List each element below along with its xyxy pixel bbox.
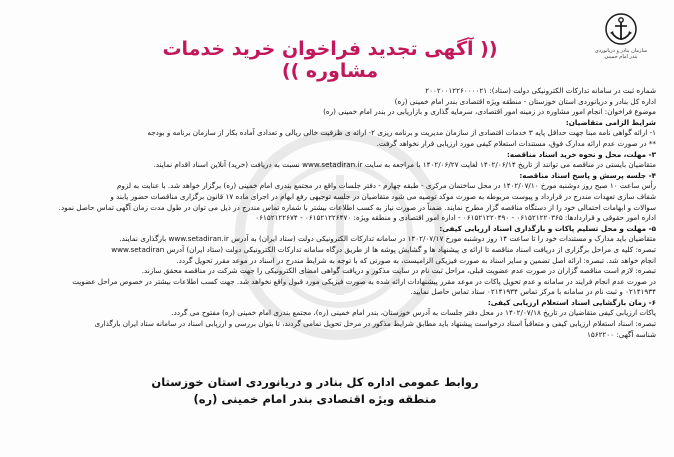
anchor-icon xyxy=(604,12,638,48)
body-line: تبصره: کلیه ی مراحل برگزاری از دریافت اسناد مناقصه تا ارائه ی پیشنهاد ها و گشایش پوشه ها از طریق درگاه سامانه تدارکات الکترونیکی دولت (ستاد ایران) آدرس www.setadiran xyxy=(111,244,656,254)
footer-line2: منطقه ویژه اقتصادی بندر امام خمینی (ره) xyxy=(193,392,437,406)
logo-caption-line1: سازمان بنادر و دریانوردی xyxy=(594,48,648,54)
logo-caption-line2: بندر امام خمینی xyxy=(604,54,638,60)
body-line: ۴- جلسه پرسش و پاسخ اسناد مناقصه: xyxy=(519,170,656,180)
body-line: تبصره: لازم است مناقصه گزاران در صورت عدم عضویت قبلی، مراحل ثبت نام در سایت مذکور و دریافت گواهی امضای الکترونیکی را جهت شرکت در مناقصه محقق سازند. xyxy=(141,266,656,276)
footer-line1: روابط عمومی اداره کل بنادر و دریانوردی استان خوزستان xyxy=(151,375,479,389)
body-line: پاکات ارزیابی کیفی متقاضیان در تاریخ ۱۴۰۲/۰۷/۱۸ در محل دفتر جلسات به آدرس خوزستان، بندر امام خمینی (ره)، مجتمع بندری امام خمینی (ره) مفتوح می گردد. xyxy=(171,308,656,318)
organization-logo xyxy=(582,12,660,74)
announcement-title: (( آگهی تجدید فراخوان خرید خدمات مشاوره )) xyxy=(162,38,498,82)
body-line: انجام خواهد شد. تبصره: ارائه اصل تضمین و سایر اسناد به صورت فیزیکی الزامیست، به صورتی که با توجه به شرایط مندرج در اسناد در موعد مقرر تحویل گردد. xyxy=(176,255,656,265)
body-line: ۱- ارائه گواهی نامه مبنا جهت حداقل پایه ۳ خدمات اقتصادی از سازمان مدیریت و برنامه ریزی ۲- ارائه ی ظرفیت خالی ریالی و تعدادی آماده بکار از سازمان برنامه و بودجه xyxy=(147,128,656,138)
announcement-body xyxy=(24,86,656,340)
body-line: اداره امور حقوقی و قراردادها: ۰۶۱۵۲۱۲۲۰۳۶۵ - ۰۶۱۵۲۱۲۲۰۴۹۰ - اداره امور اقتصادی و منطقه ویژه: ۰۶۱۵۲۱۲۲۶۴۷۰ - ۰۶۱۵۲۱۲۲۶۷۴ xyxy=(255,213,656,223)
body-line: سوالات و ابهامات احتمالی خود را از دستگاه مناقصه گزار مطرح نمایند. ضمناً در صورت نیاز به کسب اطلاعات بیشتر با شماره تماس مندرج در ذیل می توان در طول مدت زمان آگهی تماس حاصل نمود. xyxy=(58,202,656,212)
body-line: تبصره: اسناد استعلام ارزیابی کیفی و متعاقباً اسناد درخواست پیشنهاد باید مطابق شرایط مذکور در مرحل تحویل تمامی گردند، تا بتوان بررسی و ارزیابی اسناد در سامانه ستاد ایران بارگذاری xyxy=(94,319,656,329)
publisher-signature xyxy=(150,374,480,408)
body-line: رأس ساعت ۱۰ صبح روز دوشنبه مورخ ۱۴۰۲/۰۷/۱۰ در محل ساختمان مرکزی - طبقه چهارم - دفتر جلسات واقع در مجتمع بندری امام خمینی (ره) برگزار خواهد شد. با عنایت به لزوم xyxy=(116,181,656,191)
body-line: ** در صورت عدم ارائه مدارک فوق، مستندات استعلام کیفی مورد ارزیابی قرار نخواهد گرفت. xyxy=(376,138,656,148)
body-line: اداره کل بنادر و دریانوردی استان خوزستان - منطقه ویژه اقتصادی بندر امام خمینی (ره) xyxy=(394,96,656,106)
body-line: ۰۲۱۴۱۹۳۴ و ثبت نام در سامانه با مرکز تماس ۰۲۱۴۱۹۳۴ ستاد تماس حاصل نمایید. xyxy=(410,287,656,297)
body-line: شفاف سازی تعهدات مندرج در قرارداد و پیوست مربوطه به صورت موکد توصیه می شود متقاضیان در جلسه توجیهی رفع ابهام در اجرای ماده ۱۷ قانون برگزاری مناقصات حضور یابند و xyxy=(110,191,656,201)
body-line: ۶- زمان بازگشایی اسناد استعلام ارزیابی کیفی: xyxy=(487,297,656,307)
body-line: موضوع فراخوان: انجام امور مشاوره در زمینه امور اقتصادی، سرمایه گذاری و بازاریابی در بندر امام خمینی (ره) xyxy=(323,107,656,117)
body-line: در صورت عدم انجام فرایند در سامانه و عدم تحویل پاکات در موعد مقرر پیشنهادات ارائه شده به صورت فیزیکی مورد قبول واقع نخواهد شد. جهت کسب اطلاعات بیشتر در خصوص مراحل عضویت xyxy=(72,276,656,286)
body-line: شرایط الزامی متقاضیان: xyxy=(565,117,656,127)
ad-id-line: شناسه آگهی: ۱۵۶۲۲۰۰ xyxy=(586,329,656,339)
body-line: ۳- مهلت، محل و نحوه خرید اسناد مناقصه: xyxy=(507,149,656,159)
body-line: ۵- مهلت و محل تسلیم پاکات و بارگذاری اسناد ارزیابی کیفی: xyxy=(439,223,656,233)
body-line: متقاضیان بایستی در مناقصه می توانند از تاریخ ۱۴۰۲/۰۶/۱۴ لغایت ۱۴۰۲/۰۶/۲۷ با مراجعه به سایت www.setadiran.ir نسبت به دریافت (خرید) آنلاین اسناد اقدام نمایند. xyxy=(153,160,656,170)
body-line: متقاضیان باید مدارک و مستندات خود را تا ساعت ۱۴ روز دوشنبه مورخ ۱۴۰۲/۰۷/۱۷ در سامانه تدارکات الکترونیکی دولت (ستاد ایران) به آدرس www.setadiran.ir بارگذاری نمایند. xyxy=(119,234,656,244)
body-line: شماره ثبت در سامانه تدارکات الکترونیکی دولت (ستاد): ۲۰۰۲۰۰۱۲۲۶۰۰۰۰۲۱ xyxy=(425,86,656,95)
